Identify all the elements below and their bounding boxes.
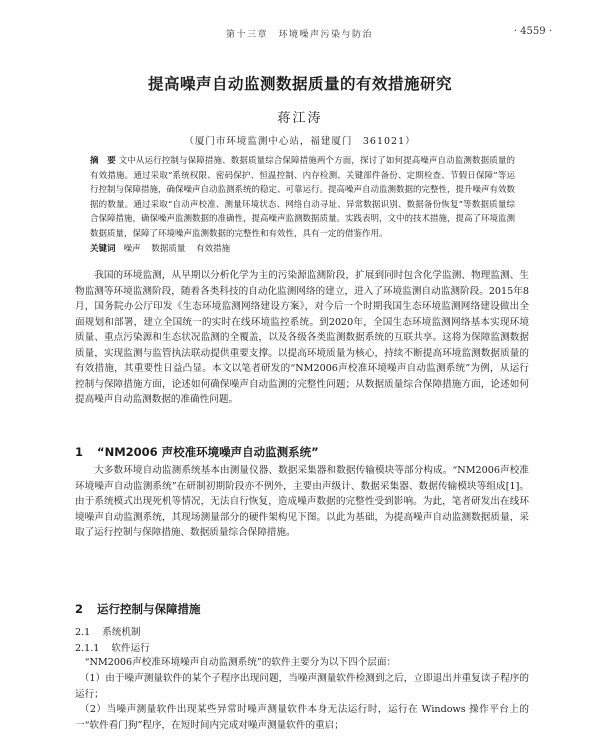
page-number: · 4559 ·: [513, 26, 552, 37]
affiliation: （厦门市环境监测中心站，福建厦门 361021）: [184, 136, 416, 147]
subsection-2-1-1: [75, 640, 150, 654]
list-item: （2）当噪声测量软件出现某些异常时噪声测量软件本身无法运行时，运行在 Windows 操作平台上的一“软件看门狗”程序，在短时间内完成对噪声测量软件的重启；: [75, 704, 529, 731]
keyword: 有效措施: [196, 244, 231, 254]
section-number: 2: [75, 602, 84, 616]
list-item: （1）由于噪声测量软件的某个子程序出现问题，当噪声测量软件检测到之后，立即退出并重复读子程序的运行；: [75, 673, 529, 700]
subsection-number: 2.1.1: [75, 643, 100, 654]
section-title: “NM2006 声校准环境噪声自动监测系统”: [97, 445, 319, 459]
section-title: 运行控制与保障措施: [97, 602, 201, 616]
subsection-title: 软件运行: [111, 643, 150, 654]
running-title: 第十三章 环境噪声污染与防治: [226, 30, 374, 40]
keywords: [90, 242, 515, 256]
article-title: 提高噪声自动监测数据质量的有效措施研究: [147, 75, 452, 93]
section-1-paragraph: 大多数环境自动监测系统基本由测量仪器、数据采集器和数据传输模块等部分构成。“NM2006声校准环境噪声自动监测系统”在研制初期阶段亦不例外，主要由声级计、数据采集器、数据传输模块等组成[1]。由于系统模式出现死机等情况，无法自行恢复，造成噪声数据的完整性受到影响。为此，笔者研发出在线环境噪声自动监测系统，其现场测量部分的硬件架构见下图。以此为基础，为提高噪声自动监测数据质量，采取了运行控制与保障措施、数据质量综合保障措施。: [75, 465, 529, 538]
keywords-label: 关键词: [90, 244, 116, 254]
section-1-heading: [75, 444, 319, 460]
abstract: [90, 154, 515, 241]
keyword: 数据质量: [151, 244, 186, 254]
section-2-heading: [75, 601, 201, 617]
section-number: 1: [75, 445, 84, 459]
abstract-text: 文中从运行控制与保障措施、数据质量综合保障措施两个方面，探讨了如何提高噪声自动监测数据质量的有效措施。通过采取“系统权限、密码保护、恒温控制、内存检测、关键部件备份、定期检查、节假日保障”等运行控制与保障措施，确保噪声自动监测系统的稳定、可靠运行。提高噪声自动监测数据的完整性，提升噪声有效数据的数量。通过采取“自动声校准、测量环境状态、网络自动寻址、异常数据识别、数据备份恢复”等数据质量综合保障措施，确保噪声监测数据的准确性，提高噪声监测数据质量。实践表明，文中的技术措施，提高了环境监测数据质量，保障了环境噪声监测数据的完整性和有效性，具有一定的借鉴作用。: [90, 156, 516, 239]
abstract-label: 摘 要: [90, 156, 116, 166]
section-2-intro: “NM2006声校准环境噪声自动监测系统”的软件主要分为以下四个层面：: [84, 657, 397, 668]
author: 蒋江涛: [277, 111, 323, 126]
subsection-title: 系统机制: [102, 627, 141, 638]
keyword: 噪声: [123, 244, 141, 254]
subsection-2-1: [75, 624, 141, 638]
intro-paragraph: 我国的环境监测，从早期以分析化学为主的污染源监测阶段，扩展到同时包含化学监测、物理监测、生物监测等环境监测阶段，随着各类科技的自动化监测网络的建立，进入了环境监测自动监测阶段。2015年8月，国务院办公厅印发《生态环境监测网络建设方案》，对今后一个时期我国生态环境监测网络建设做出全面规划和部署，建立全国统一的实时在线环境监控系统。到2020年，全国生态环境监测网络基本实现环境质量、重点污染源和生态状况监测的全覆盖，以及各级各类监测数据系统的互联共享。这将为保障监测数据质量，实现监测与监管执法联动提供重要支撑。以提高环境质量为核心，持续不断提高环境监测数据质量的有效措施，其重要性日益凸显。本文以笔者研发的“NM2006声校准环境噪声自动监测系统”为例，从运行控制与保障措施方面，论述如何确保噪声自动监测的完整性问题；从数据质量综合保障措施方面，论述如何提高噪声自动监测数据的准确性问题。: [75, 270, 529, 405]
subsection-number: 2.1: [75, 627, 91, 638]
